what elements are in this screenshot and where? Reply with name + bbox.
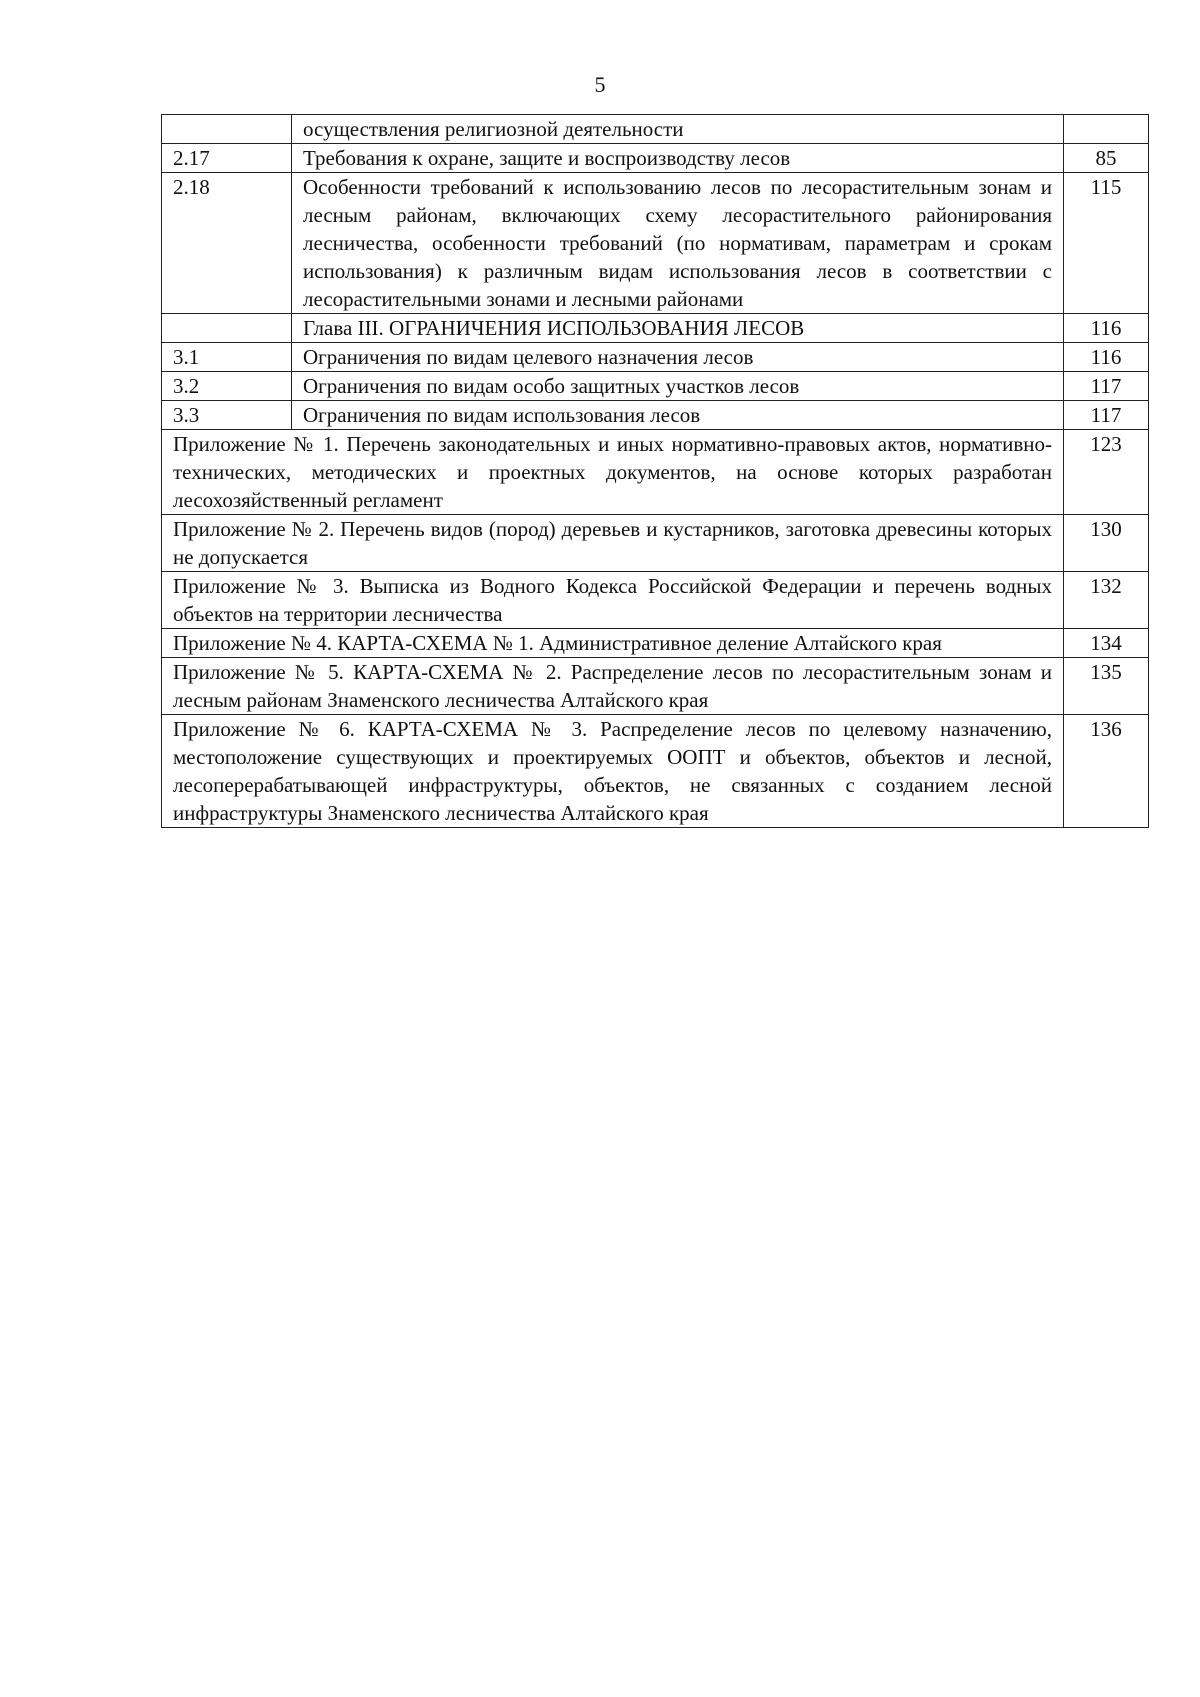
toc-row-appendix <box>162 572 1149 629</box>
toc-page-number: 115 <box>1064 173 1149 314</box>
toc-section-title: Особенности требований к использованию лесов по лесорастительным зонам и лесным районам, включающих схему лесорастительного районирования лесничества, особенности требований (по нормативам, параметрам и срокам использования) к различным видам использования лесов в соответствии с лесорастительными зонами и лесными районами <box>292 173 1064 314</box>
toc-appendix-title: Приложение № 4. КАРТА-СХЕМА № 1. Административное деление Алтайского края <box>162 629 1064 658</box>
toc-row <box>162 372 1149 401</box>
toc-row <box>162 343 1149 372</box>
toc-page-number: 85 <box>1064 144 1149 173</box>
toc-row-appendix <box>162 629 1149 658</box>
toc-chapter-title: Глава III. ОГРАНИЧЕНИЯ ИСПОЛЬЗОВАНИЯ ЛЕСОВ <box>292 314 1064 343</box>
table-of-contents <box>161 114 1149 828</box>
toc-page-number: 123 <box>1064 430 1149 515</box>
toc-section-number: 2.17 <box>162 144 292 173</box>
toc-row-appendix <box>162 715 1149 828</box>
toc-section-number: 2.18 <box>162 173 292 314</box>
toc-appendix-title: Приложение № 1. Перечень законодательных и иных нормативно-правовых актов, нормативно-технических, методических и проектных документов, на основе которых разработан лесохозяйственный регламент <box>162 430 1064 515</box>
toc-page-number: 116 <box>1064 314 1149 343</box>
toc-section-number: 3.2 <box>162 372 292 401</box>
toc-page-number <box>1064 115 1149 144</box>
toc-appendix-title: Приложение № 3. Выписка из Водного Кодекса Российской Федерации и перечень водных объектов на территории лесничества <box>162 572 1064 629</box>
toc-section-number: 3.1 <box>162 343 292 372</box>
toc-section-number <box>162 314 292 343</box>
toc-page-number: 116 <box>1064 343 1149 372</box>
toc-section-title: Ограничения по видам использования лесов <box>292 401 1064 430</box>
toc-appendix-title: Приложение № 2. Перечень видов (пород) деревьев и кустарников, заготовка древесины которых не допускается <box>162 515 1064 572</box>
toc-page-number: 135 <box>1064 658 1149 715</box>
toc-row <box>162 115 1149 144</box>
toc-row-appendix <box>162 515 1149 572</box>
toc-section-title: осуществления религиозной деятельности <box>292 115 1064 144</box>
toc-section-number: 3.3 <box>162 401 292 430</box>
toc-section-title: Требования к охране, защите и воспроизводству лесов <box>292 144 1064 173</box>
toc-page-number: 130 <box>1064 515 1149 572</box>
toc-page-number: 136 <box>1064 715 1149 828</box>
toc-page-number: 117 <box>1064 372 1149 401</box>
toc-appendix-title: Приложение № 6. КАРТА-СХЕМА № 3. Распределение лесов по целевому назначению, местоположение существующих и проектируемых ООПТ и объектов, объектов и лесной, лесоперерабатывающей инфраструктуры, объектов, не связанных с созданием лесной инфраструктуры Знаменского лесничества Алтайского края <box>162 715 1064 828</box>
toc-section-title: Ограничения по видам особо защитных участков лесов <box>292 372 1064 401</box>
toc-section-number <box>162 115 292 144</box>
toc-page-number: 117 <box>1064 401 1149 430</box>
toc-row <box>162 401 1149 430</box>
toc-page-number: 132 <box>1064 572 1149 629</box>
toc-page-number: 134 <box>1064 629 1149 658</box>
toc-row-appendix <box>162 658 1149 715</box>
toc-row-chapter <box>162 314 1149 343</box>
toc-appendix-title: Приложение № 5. КАРТА-СХЕМА № 2. Распределение лесов по лесорастительным зонам и лесным районам Знаменского лесничества Алтайского края <box>162 658 1064 715</box>
toc-row <box>162 173 1149 314</box>
toc-section-title: Ограничения по видам целевого назначения лесов <box>292 343 1064 372</box>
toc-row <box>162 144 1149 173</box>
toc-row-appendix <box>162 430 1149 515</box>
page-number: 5 <box>594 72 606 97</box>
